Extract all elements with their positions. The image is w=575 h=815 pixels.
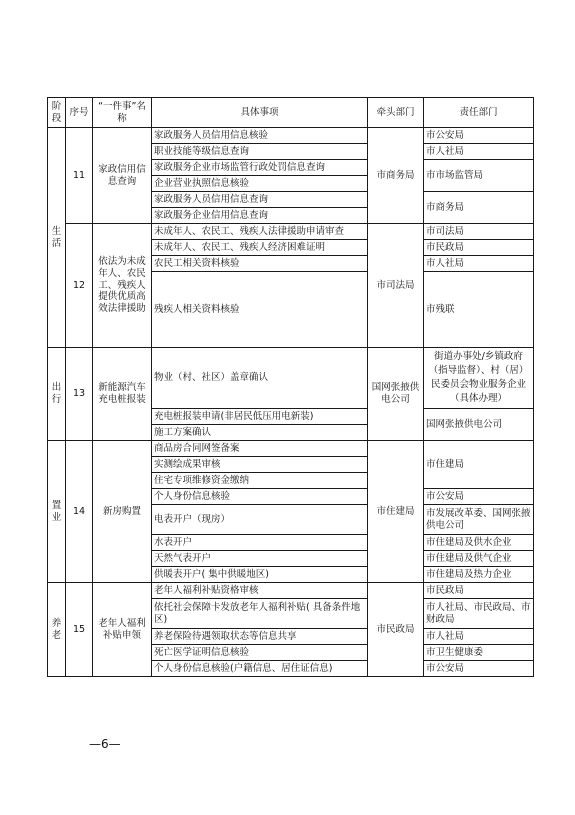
- header-row: [48, 98, 534, 128]
- resp-dept-cell: 市人社局: [424, 144, 534, 160]
- resp-dept-cell: 市民政局: [424, 583, 534, 599]
- header-detail: 具体事项: [152, 98, 368, 128]
- lead-dept-cell: 市商务局: [368, 128, 424, 224]
- header-lead: 牵头部门: [368, 98, 424, 128]
- detail-cell: 住宅专项维修资金缴纳: [152, 473, 368, 489]
- resp-dept-cell: 市残联: [424, 272, 534, 348]
- affairs-table: [47, 97, 534, 677]
- detail-cell: 物业（村、社区）盖章确认: [152, 348, 368, 409]
- resp-dept-cell: 市司法局: [424, 224, 534, 240]
- resp-dept-cell: 市市场监管局: [424, 160, 534, 192]
- detail-cell: 天然气表开户: [152, 551, 368, 567]
- resp-dept-cell: 市人社局: [424, 629, 534, 645]
- header-stage: 阶段: [48, 98, 66, 128]
- resp-dept-cell: 街道办事处/乡镇政府（指导监督）、村（居）民委员会物业服务企业（具体办理）: [424, 348, 534, 409]
- resp-dept-cell: 国网张掖供电公司: [424, 409, 534, 441]
- detail-cell: 供暖表开户( 集中供暖地区): [152, 567, 368, 583]
- resp-dept-cell: 市卫生健康委: [424, 645, 534, 661]
- detail-cell: 企业营业执照信息核验: [152, 176, 368, 192]
- stage-cell: 出行: [48, 348, 66, 441]
- affair-name-cell: 依法为未成年人、农民工、残疾人提供优质高效法律援助: [93, 224, 152, 348]
- detail-cell: 水表开户: [152, 535, 368, 551]
- detail-cell: 电表开户（现房）: [152, 505, 368, 535]
- detail-cell: 职业技能等级信息查询: [152, 144, 368, 160]
- stage-cell: 生活: [48, 128, 66, 348]
- detail-cell: 农民工相关资料核验: [152, 256, 368, 272]
- resp-dept-cell: 市住建局及热力企业: [424, 567, 534, 583]
- affair-name-cell: 新能源汽车充电桩报装: [93, 348, 152, 441]
- seq-cell: 14: [66, 441, 93, 583]
- detail-cell: 家政服务企业市场监管行政处罚信息查询: [152, 160, 368, 176]
- resp-dept-cell: 市公安局: [424, 489, 534, 505]
- resp-dept-cell: 市住建局及供气企业: [424, 551, 534, 567]
- detail-cell: 未成年人、农民工、残疾人法律援助申请审查: [152, 224, 368, 240]
- detail-cell: 家政服务人员信用信息查询: [152, 192, 368, 208]
- detail-cell: 充电桩报装申请(非居民低压用电新装): [152, 409, 368, 425]
- resp-dept-cell: 市人社局、市民政局、市财政局: [424, 599, 534, 629]
- resp-dept-cell: 市住建局: [424, 441, 534, 489]
- affair-name-cell: 新房购置: [93, 441, 152, 583]
- resp-dept-cell: 市住建局及供水企业: [424, 535, 534, 551]
- detail-cell: 依托社会保障卡发放老年人福利补贴( 具备条件地区): [152, 599, 368, 629]
- detail-cell: 实测绘成果审核: [152, 457, 368, 473]
- detail-cell: 家政服务人员信用信息核验: [152, 128, 368, 144]
- detail-cell: 家政服务企业信用信息查询: [152, 208, 368, 224]
- detail-cell: 未成年人、农民工、残疾人经济困难证明: [152, 240, 368, 256]
- affair-name-cell: 老年人福利补贴申领: [93, 583, 152, 677]
- detail-cell: 死亡医学证明信息核验: [152, 645, 368, 661]
- detail-cell: 个人身份信息核验(户籍信息、居住证信息): [152, 661, 368, 677]
- document-sheet: [47, 97, 533, 677]
- table-row: [48, 441, 534, 457]
- detail-cell: 老年人福利补贴资格审核: [152, 583, 368, 599]
- seq-cell: 15: [66, 583, 93, 677]
- detail-cell: 个人身份信息核验: [152, 489, 368, 505]
- header-seq: 序号: [66, 98, 93, 128]
- resp-dept-cell: 市民政局: [424, 240, 534, 256]
- resp-dept-cell: 市商务局: [424, 192, 534, 224]
- resp-dept-cell: 市人社局: [424, 256, 534, 272]
- stage-cell: 养老: [48, 583, 66, 677]
- resp-dept-cell: 市公安局: [424, 661, 534, 677]
- affair-name-cell: 家政信用信息查询: [93, 128, 152, 224]
- seq-cell: 13: [66, 348, 93, 441]
- seq-cell: 11: [66, 128, 93, 224]
- lead-dept-cell: 市民政局: [368, 583, 424, 677]
- lead-dept-cell: 市住建局: [368, 441, 424, 583]
- table-row: [48, 583, 534, 599]
- header-resp: 责任部门: [424, 98, 534, 128]
- detail-cell: 养老保险待遇领取状态等信息共享: [152, 629, 368, 645]
- table-row: [48, 348, 534, 409]
- stage-cell: 置业: [48, 441, 66, 583]
- detail-cell: 商品房合同网签备案: [152, 441, 368, 457]
- detail-cell: 施工方案确认: [152, 425, 368, 441]
- page-number: —6—: [89, 737, 121, 751]
- header-name: “一件事”名称: [93, 98, 152, 128]
- seq-cell: 12: [66, 224, 93, 348]
- resp-dept-cell: 市发展改革委、国网张掖供电公司: [424, 505, 534, 535]
- lead-dept-cell: 国网张掖供电公司: [368, 348, 424, 441]
- table-row: [48, 224, 534, 240]
- detail-cell: 残疾人相关资料核验: [152, 272, 368, 348]
- resp-dept-cell: 市公安局: [424, 128, 534, 144]
- table-row: [48, 128, 534, 144]
- lead-dept-cell: 市司法局: [368, 224, 424, 348]
